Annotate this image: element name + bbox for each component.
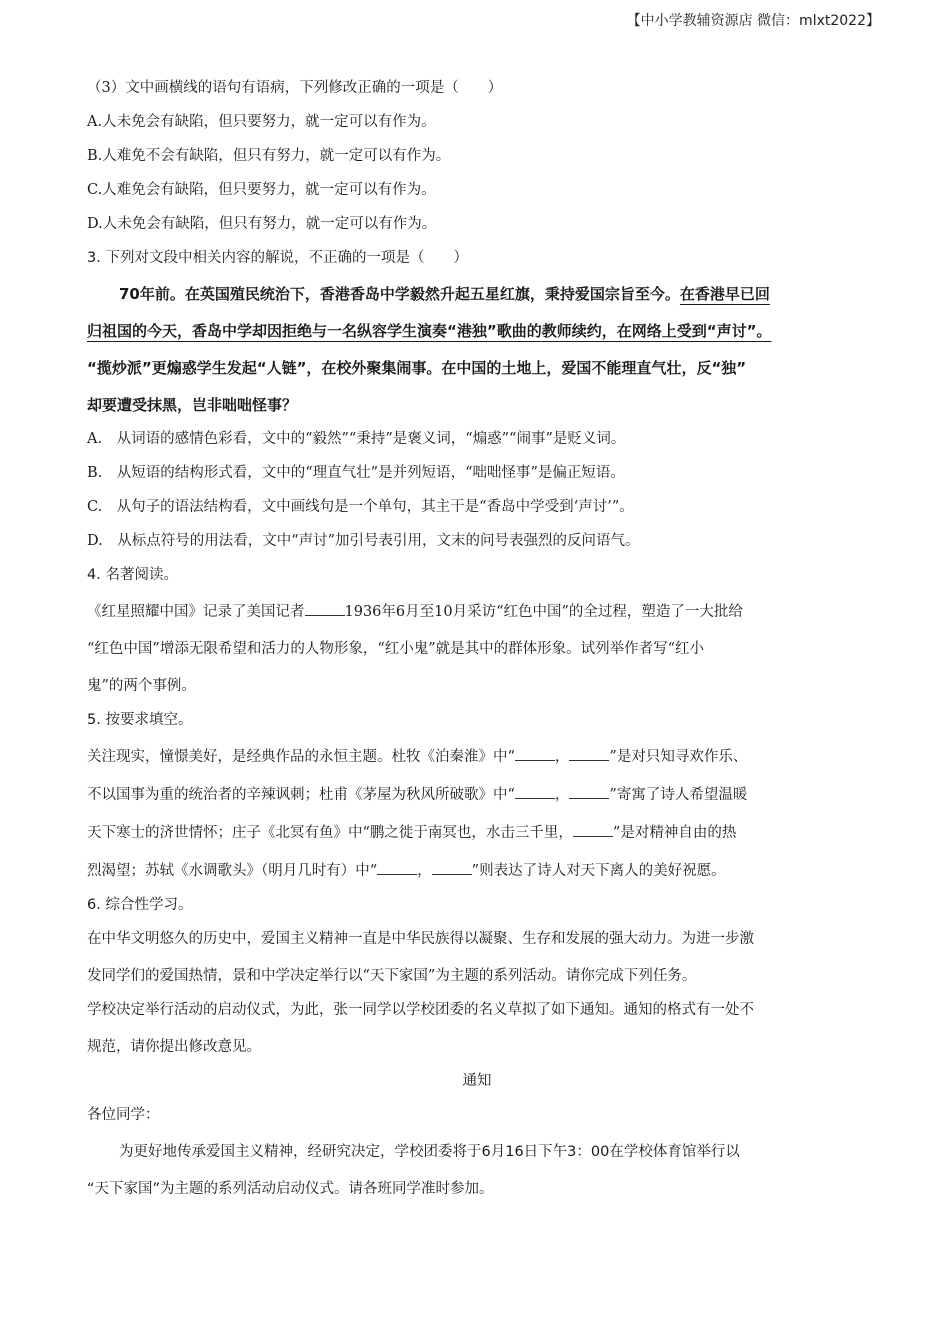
q6-line-3: 学校决定举行活动的启动仪式，为此，张一同学以学校团委的名义草拟了如下通知。通知的格式有一处不 (87, 1002, 754, 1018)
notice-body-line-2: “天下家国”为主题的系列活动启动仪式。请各班同学准时参加。 (87, 1181, 494, 1197)
q5-text: ”是对精神自由的热 (612, 825, 737, 841)
notice-title: 通知 (462, 1073, 492, 1089)
q3-option-c: C. 从句子的语法结构看，文中画线句是一个单句，其主干是“香岛中学受到‘声讨’”。 (87, 499, 634, 515)
q5-text: ， (554, 787, 570, 803)
q3-option-d: D. 从标点符号的用法看，文中“声讨”加引号表引用，文末的问号表强烈的反问语气。 (87, 533, 640, 549)
q4-line-1 (87, 601, 867, 622)
q5-text: 烈渴望；苏轼《水调歌头》（明月几时有）中“ (87, 863, 378, 879)
q3-sub-option-d: D.人未免会有缺陷，但只有努力，就一定可以有作为。 (87, 216, 437, 232)
answer-blank[interactable] (515, 746, 555, 761)
q3-stem (87, 248, 867, 268)
q5-text: ， (554, 749, 570, 765)
q3-passage-text: 70年前。在英国殖民统治下，香港香岛中学毅然升起五星红旗，秉持爱国宗旨至今。 (119, 285, 680, 303)
q5-text: 不以国事为重的统治者的辛辣讽刺；杜甫《茅屋为秋风所破歌》中“ (87, 787, 515, 803)
q5-title (87, 710, 867, 730)
answer-blank[interactable] (573, 822, 613, 837)
q3-passage-line-4: 却要遭受抹黑，岂非咄咄怪事？ (87, 396, 298, 414)
answer-blank[interactable] (432, 860, 472, 875)
q5-text: ”寄寓了诗人希望温暖 (609, 787, 748, 803)
page-header: 【中小学教辅资源店 微信：mlxt2022】 (626, 13, 880, 29)
q3-sub-stem: （3）文中画横线的语句有语病，下列修改正确的一项是（ ） (87, 80, 503, 96)
q5-line-3 (87, 822, 867, 843)
q5-text: ， (417, 863, 432, 879)
q4-number: 4. (87, 567, 101, 583)
q5-line-2 (87, 784, 867, 805)
q5-line-4 (87, 860, 867, 881)
q3-passage-line-1 (87, 284, 867, 304)
q6-line-4: 规范，请你提出修改意见。 (87, 1039, 261, 1055)
q4-text: 1936年6月至10月采访“红色中国”的全过程，塑造了一大批给 (344, 604, 743, 620)
q5-title-text: 按要求填空。 (105, 712, 193, 728)
answer-blank[interactable] (305, 601, 345, 616)
q5-number: 5. (87, 712, 101, 728)
q3-number: 3. (87, 250, 101, 266)
q5-text: ”是对只知寻欢作乐、 (609, 749, 748, 765)
q4-line-3: 鬼”的两个事例。 (87, 678, 196, 694)
q3-sub-option-c: C.人难免会有缺陷，但只要努力，就一定可以有作为。 (87, 182, 436, 198)
notice-body-line-1: 为更好地传承爱国主义精神，经研究决定，学校团委将于6月16日下午3：00在学校体育馆举行以 (119, 1144, 740, 1160)
answer-blank[interactable] (569, 784, 609, 799)
answer-blank[interactable] (515, 784, 555, 799)
q4-title-text: 名著阅读。 (105, 567, 178, 583)
q4-line-2: “红色中国”增添无限希望和活力的人物形象，“红小鬼”就是其中的群体形象。试列举作者写“红小 (87, 641, 705, 657)
answer-blank[interactable] (377, 860, 417, 875)
q6-line-2: 发同学们的爱国热情，景和中学决定举行以“天下家国”为主题的系列活动。请你完成下列任务。 (87, 968, 697, 984)
q3-option-a: A. 从词语的感情色彩看，文中的“毅然”“秉持”是褒义词，“煽惑”“闹事”是贬义词。 (87, 431, 626, 447)
q3-stem-text: 下列对文段中相关内容的解说，不正确的一项是（ ） (105, 250, 468, 266)
q6-line-1: 在中华文明悠久的历史中，爱国主义精神一直是中华民族得以凝聚、生存和发展的强大动力。为进一步激 (87, 931, 754, 947)
q3-sub-option-b: B.人难免不会有缺陷，但只有努力，就一定可以有作为。 (87, 148, 451, 164)
q5-text: 关注现实，憧憬美好，是经典作品的永恒主题。杜牧《泊秦淮》中“ (87, 749, 515, 765)
q3-passage-line-2: 归祖国的今天，香岛中学却因拒绝与一名纵容学生演奏“港独”歌曲的教师续约，在网络上受到“声讨”。 (87, 322, 772, 340)
q6-number: 6. (87, 897, 101, 913)
q6-title-text: 综合性学习。 (105, 897, 193, 913)
q5-line-1 (87, 746, 867, 767)
q6-title (87, 895, 867, 915)
q3-sub-option-a: A.人未免会有缺陷，但只要努力，就一定可以有作为。 (87, 114, 436, 130)
q3-passage-line-3: “揽炒派”更煽惑学生发起“人链”，在校外聚集闹事。在中国的土地上，爱国不能理直气壮，反“独” (87, 359, 747, 377)
q3-underlined-sentence: 在香港早已回 (679, 285, 770, 303)
document-body (87, 78, 867, 1199)
q4-text: 《红星照耀中国》记录了美国记者 (87, 604, 305, 620)
q4-title (87, 565, 867, 585)
q5-text: ”则表达了诗人对天下离人的美好祝愿。 (471, 863, 726, 879)
q5-text: 天下寒士的济世情怀；庄子《北冥有鱼》中“鹏之徙于南冥也，水击三千里， (87, 825, 573, 841)
answer-blank[interactable] (569, 746, 609, 761)
q3-option-b: B. 从短语的结构形式看，文中的“理直气壮”是并列短语，“咄咄怪事”是偏正短语。 (87, 465, 625, 481)
notice-greeting: 各位同学： (87, 1107, 160, 1123)
